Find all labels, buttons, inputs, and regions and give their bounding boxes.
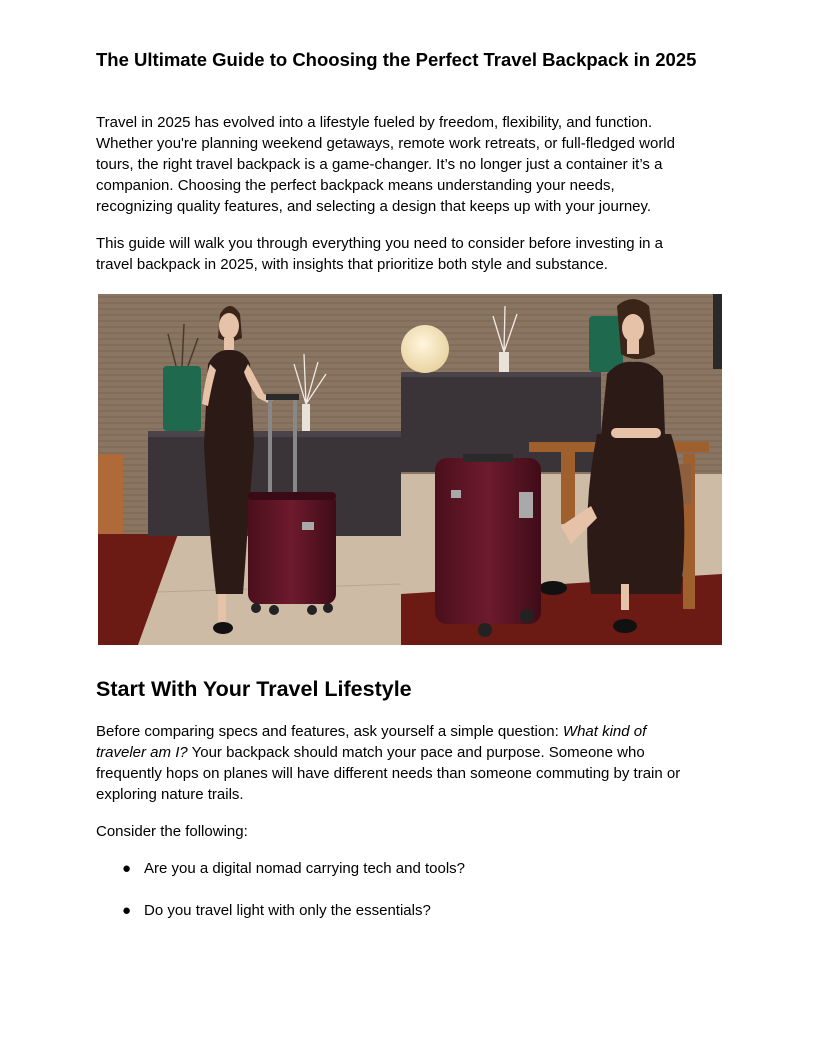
consider-text: [96, 821, 736, 842]
bullet-list: [96, 900, 736, 921]
guide-line: travel backpack in 2025, with insights that prioritize both style and substance.: [96, 256, 608, 273]
list-item-text: Do you travel light with only the essentials?: [144, 902, 431, 919]
list-item-text: Are you a digital nomad carrying tech and tools?: [144, 860, 466, 877]
section-heading: Start With Your Travel Lifestyle: [96, 677, 412, 701]
bullet-dot: ●: [122, 902, 132, 919]
list-item: [96, 900, 736, 921]
intro-paragraph: [96, 112, 736, 217]
lifestyle-line: [96, 721, 736, 742]
lifestyle-line: [96, 742, 736, 763]
intro-line: tours, the right travel backpack is a game-changer. It’s no longer just a container it’s a: [96, 156, 663, 173]
lifestyle-text: Before comparing specs and features, ask yourself a simple question:: [96, 723, 563, 740]
bullet-list: [96, 858, 736, 879]
lifestyle-question: What kind of: [562, 723, 647, 740]
intro-line: Travel in 2025 has evolved into a lifestyle fueled by freedom, flexibility, and function.: [96, 114, 653, 131]
lifestyle-text: Your backpack should match your pace and purpose. Someone who: [187, 744, 645, 761]
intro-line: Whether you're planning weekend getaways, remote work retreats, or full-fledged world: [96, 135, 675, 152]
guide-paragraph: [96, 233, 736, 275]
intro-line: companion. Choosing the perfect backpack means understanding your needs,: [96, 177, 615, 194]
intro-line: recognizing quality features, and selecting a design that keeps up with your journey.: [96, 198, 652, 215]
lifestyle-line: exploring nature trails.: [96, 786, 244, 803]
consider-line: Consider the following:: [96, 823, 248, 840]
photo-standing-with-suitcase: [98, 294, 401, 645]
bullet-dot: ●: [122, 860, 132, 877]
lifestyle-line: frequently hops on planes will have different needs than someone commuting by train or: [96, 765, 681, 782]
document-title: The Ultimate Guide to Choosing the Perfect Travel Backpack in 2025: [96, 49, 697, 70]
lifestyle-paragraph: [96, 721, 736, 805]
guide-line: This guide will walk you through everything you need to consider before investing in a: [96, 235, 663, 252]
lifestyle-question: traveler am I?: [96, 744, 188, 761]
photo-seated-with-suitcase: [401, 294, 722, 645]
list-item: [96, 858, 736, 879]
